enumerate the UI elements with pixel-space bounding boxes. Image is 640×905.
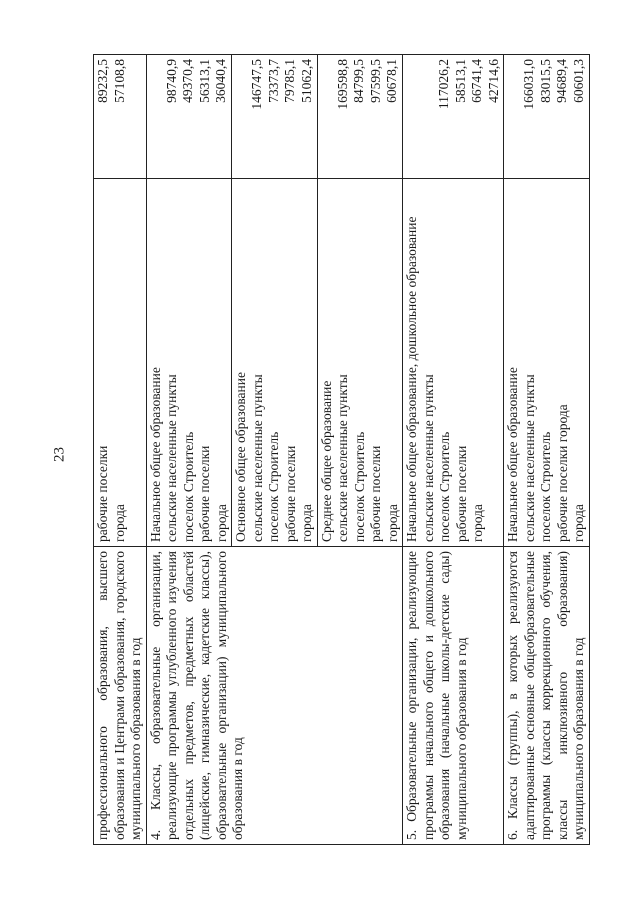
value-cell bbox=[504, 55, 590, 179]
level-heading: Начальное общее образование, дошкольное образование bbox=[404, 216, 419, 542]
settlement-cell bbox=[146, 179, 232, 547]
level-heading: Начальное общее образование bbox=[505, 367, 520, 542]
settlement-line: рабочие поселки bbox=[368, 445, 383, 542]
description-cell: профессионального образования, высшего образования и Центрами образования, городского муниципального образования в год bbox=[94, 547, 147, 845]
settlement-line: города bbox=[470, 504, 485, 542]
settlement-cell bbox=[317, 179, 403, 547]
value-line: 58513,1 bbox=[452, 59, 468, 103]
value-cell bbox=[146, 55, 232, 179]
value-cell bbox=[403, 55, 504, 179]
settlement-line: поселок Строитель bbox=[266, 431, 281, 542]
level-heading: Начальное общее образование bbox=[147, 367, 163, 542]
settlement-line: сельские населенные пункты bbox=[249, 374, 265, 542]
value-line: 166031,0 bbox=[521, 59, 536, 110]
value-line: 66741,4 bbox=[469, 59, 484, 103]
value-line: 79785,1 bbox=[282, 59, 297, 103]
description-cell: 5. Образовательные организации, реализующие программы начального общего и дошкольного образования (начальные школы-детские сады) муниципального образования в год bbox=[403, 547, 504, 845]
settlement-line: поселок Строитель bbox=[180, 431, 196, 542]
settlement-line: рабочие поселки bbox=[197, 445, 212, 542]
description-cell: 6. Классы (группы), в которых реализуются адаптированные основные общеобразовательные программы (классы коррекционного обучения, классы инклюзивного образования) муниципального образования в год bbox=[504, 547, 590, 845]
value-line: 89232,5 bbox=[95, 59, 110, 103]
table-row bbox=[94, 55, 147, 845]
settlement-line: города bbox=[571, 504, 586, 542]
settlement-line: сельские населенные пункты bbox=[335, 374, 350, 542]
settlement-line: рабочие поселки bbox=[282, 445, 298, 542]
settlement-cell bbox=[232, 179, 318, 547]
description-cell: 4. Классы, образовательные организации, реализующие программы углубленного изучения отдельных предметов, предметных областей (лицейские, гимназические, кадетские классы), образовательные организации) муниципального образования в год bbox=[146, 547, 403, 845]
settlement-cell bbox=[403, 179, 504, 547]
settlement-cell bbox=[504, 179, 590, 547]
settlement-line: сельские населенные пункты bbox=[420, 374, 436, 542]
value-line: 49370,4 bbox=[180, 59, 195, 103]
table-row bbox=[146, 55, 232, 845]
value-line: 97599,5 bbox=[367, 59, 383, 103]
value-cell bbox=[94, 55, 147, 179]
settlement-line: поселок Строитель bbox=[538, 431, 553, 542]
value-line: 51062,4 bbox=[298, 59, 314, 103]
settlement-line: рабочие поселки bbox=[95, 445, 110, 542]
value-line: 56313,1 bbox=[196, 59, 212, 103]
value-line: 94689,4 bbox=[554, 59, 569, 103]
rotated-table-container bbox=[93, 55, 586, 845]
value-line: 84799,5 bbox=[351, 59, 366, 103]
value-line: 73373,7 bbox=[265, 59, 281, 103]
value-line: 117026,2 bbox=[436, 59, 451, 110]
value-cell bbox=[317, 55, 403, 179]
value-line: 36040,4 bbox=[213, 59, 228, 103]
value-line: 169598,8 bbox=[334, 59, 350, 110]
level-heading: Среднее общее образование bbox=[318, 380, 334, 542]
value-line: 83015,5 bbox=[537, 59, 553, 103]
value-line: 60678,1 bbox=[384, 59, 399, 103]
settlement-line: сельские населенные пункты bbox=[521, 374, 537, 542]
table-row bbox=[504, 55, 590, 845]
settlement-line: поселок Строитель bbox=[351, 431, 367, 542]
settlement-cell bbox=[94, 179, 147, 547]
value-line: 98740,9 bbox=[163, 59, 179, 103]
settlement-line: города bbox=[299, 504, 314, 542]
level-heading: Основное общее образование bbox=[233, 372, 248, 542]
settlement-line: рабочие поселки города bbox=[554, 404, 570, 542]
settlement-line: города bbox=[111, 504, 127, 542]
value-line: 146747,5 bbox=[249, 59, 264, 110]
value-line: 60601,3 bbox=[570, 59, 586, 103]
settlement-line: рабочие поселки bbox=[453, 445, 469, 542]
budget-norms-table bbox=[93, 54, 590, 845]
value-line: 42714,6 bbox=[485, 59, 501, 103]
settlement-line: города bbox=[213, 504, 229, 542]
settlement-line: города bbox=[384, 504, 400, 542]
value-cell bbox=[232, 55, 318, 179]
table-row bbox=[403, 55, 504, 845]
value-line: 57108,8 bbox=[111, 59, 127, 103]
settlement-line: поселок Строитель bbox=[437, 431, 452, 542]
settlement-line: сельские населенные пункты bbox=[164, 374, 179, 542]
page-number: 23 bbox=[51, 447, 68, 462]
